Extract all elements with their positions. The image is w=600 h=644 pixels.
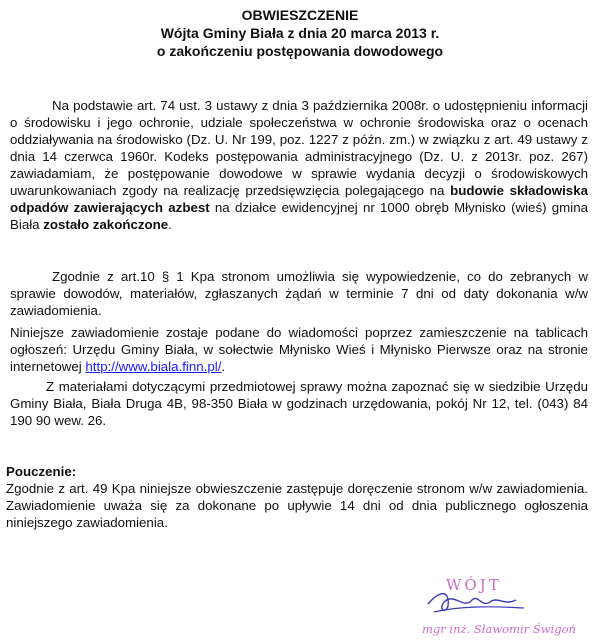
paragraph-text: . xyxy=(168,217,172,232)
paragraph-publication xyxy=(10,324,588,375)
paragraph-text: Na podstawie art. 74 ust. 3 ustawy z dnia 3 października 2008r. o udostępnieniu informacji o środowisku i jego ochronie, udziale społeczeństwa w ochronie środowiska oraz o ocenach oddziaływania na środowisko (Dz. U. Nr 199, poz. 1227 z późn. zm.) w związku z art. 49 ustawy z dnia 14 czerwca 1960r. Kodeks postępowania administracyjnego (Dz. U. z 2013r. poz. 267) zawiadamiam, że postępowanie dowodowe w sprawie wydania decyzji o środowiskowych uwarunkowaniach zgody na realizację przedsięwzięcia polegającego na xyxy=(10,98,588,198)
website-link[interactable]: http://www.biala.finn.pl/ xyxy=(85,359,222,374)
signature-image xyxy=(420,580,530,620)
document-title: OBWIESZCZENIE xyxy=(241,7,359,23)
paragraph-text: Zgodnie z art.10 § 1 Kpa stronom umożliwia się wypowiedzenie, co do zebranych w sprawie dowodów, materiałów, zgłaszanych żądań w terminie 7 dni od daty dokonania w/w zawiadomienia. xyxy=(10,269,588,318)
paragraph-legal-basis xyxy=(10,97,588,233)
paragraph-rights xyxy=(10,268,588,319)
stamp-title: WÓJT xyxy=(446,576,502,594)
stamp-name: mgr inż. Sławomir Świgoń xyxy=(422,622,576,636)
status-text: zostało zakończone xyxy=(43,217,169,232)
document-subject: o zakończeniu postępowania dowodowego xyxy=(156,43,444,59)
document-header xyxy=(0,6,600,60)
paragraph-text: na działce ewidencyjnej nr 1000 obręb Młynisko (wieś) gmina Biała xyxy=(10,200,588,232)
paragraph-text: . xyxy=(221,359,226,374)
pouczenie-heading: Pouczenie: xyxy=(6,464,77,479)
paragraph-text: Z materiałami dotyczącymi przedmiotowej sprawy można zapoznać się w siedzibie Urzędu Gminy Biała, Biała Druga 4B, 98-350 Biała w godzinach urzędowania, pokój Nr 12, tel. (043) 84 190 90 wew. 26. xyxy=(10,379,588,428)
paragraph-text: Niniejsze zawiadomienie zostaje podane do wiadomości poprzez zamieszczenie na tablicach ogłoszeń: Urzędu Gminy Biała, w sołectwie Młynisko Wieś i Młynisko Pierwsze oraz na stronie internetowej xyxy=(10,325,588,374)
signature-stamp xyxy=(410,572,590,642)
paragraph-materials xyxy=(10,378,588,429)
pouczenie-text: Zgodnie z art. 49 Kpa niniejsze obwieszczenie zastępuje doręczenie stronom w/w zawiadomienia. Zawiadomienie uważa się za dokonane po upływie 14 dni od dnia publicznego ogłoszenia niniejszego zawiadomienia. xyxy=(6,481,588,530)
project-name: budowie składowiska odpadów zawierających azbest xyxy=(10,183,588,215)
document-subtitle: Wójta Gminy Biała z dnia 20 marca 2013 r. xyxy=(160,25,440,41)
